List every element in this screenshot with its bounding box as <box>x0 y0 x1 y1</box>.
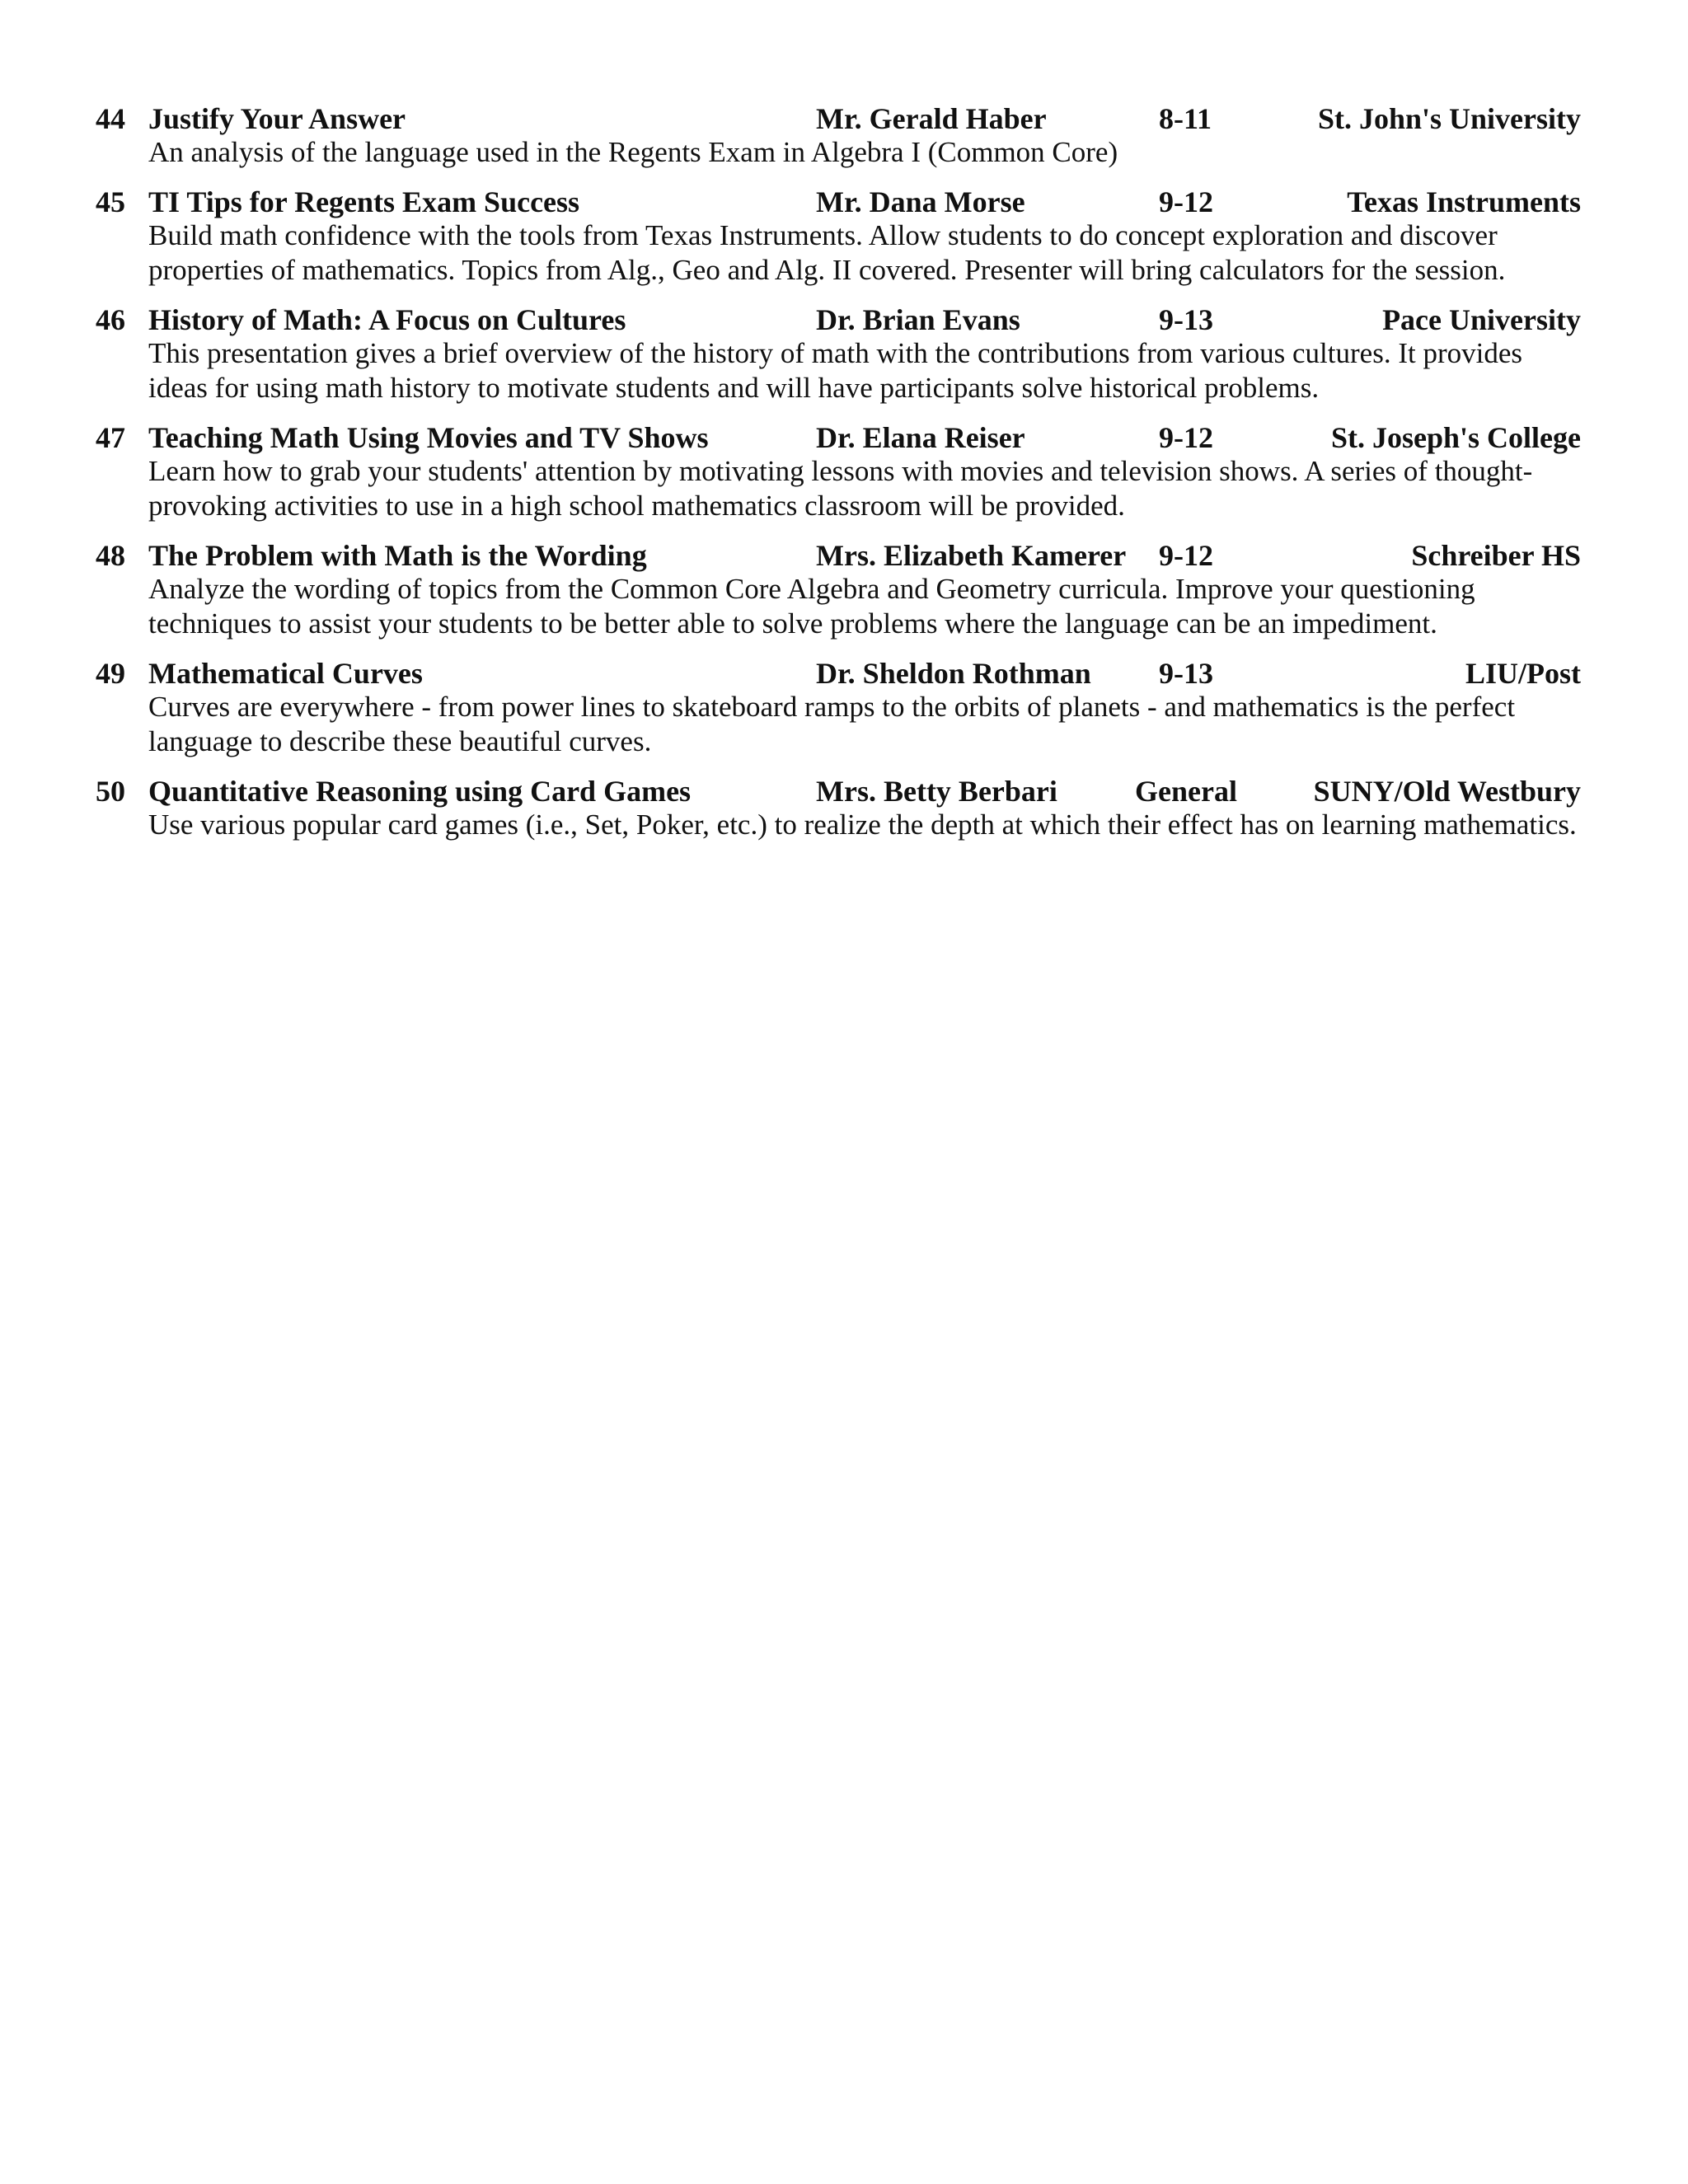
session-presenter: Mrs. Betty Berbari <box>816 775 1057 808</box>
session-description: An analysis of the language used in the Regents Exam in Algebra I (Common Core) <box>148 136 1118 168</box>
session-description: Use various popular card games (i.e., Set, Poker, etc.) to realize the depth at which their effect has on learning mathematics. <box>148 808 1577 841</box>
session-number: 48 <box>96 539 125 572</box>
session-grades: 9-13 <box>1159 657 1213 690</box>
session-header <box>0 302 1688 338</box>
session-presenter: Mr. Dana Morse <box>816 185 1025 218</box>
session-presenter: Mr. Gerald Haber <box>816 102 1047 135</box>
session-organization: SUNY/Old Westbury <box>1313 775 1581 808</box>
session-organization: Texas Instruments <box>1347 185 1581 218</box>
session-presenter: Dr. Brian Evans <box>816 303 1020 336</box>
session-number: 44 <box>96 102 125 135</box>
session-number: 47 <box>96 421 125 454</box>
session-title: Justify Your Answer <box>148 102 406 135</box>
session-title: Mathematical Curves <box>148 657 423 690</box>
session-grades: 9-13 <box>1159 303 1213 336</box>
session-presenter: Dr. Sheldon Rothman <box>816 657 1091 690</box>
session-number: 46 <box>96 303 125 336</box>
session-title: The Problem with Math is the Wording <box>148 539 647 572</box>
session-organization: Schreiber HS <box>1411 539 1581 572</box>
session-title: History of Math: A Focus on Cultures <box>148 303 626 336</box>
session-organization: Pace University <box>1382 303 1581 336</box>
session-organization: St. Joseph's College <box>1330 421 1581 454</box>
session-header <box>0 101 1688 137</box>
session-organization: St. John's University <box>1317 102 1581 135</box>
session-title: Teaching Math Using Movies and TV Shows <box>148 421 709 454</box>
session-number: 45 <box>96 185 125 218</box>
session-presenter: Mrs. Elizabeth Kamerer <box>816 539 1127 572</box>
session-title: Quantitative Reasoning using Card Games <box>148 775 692 808</box>
session-description: Build math confidence with the tools from Texas Instruments. Allow students to do concept exploration and discover properties of mathematics. Topics from Alg., Geo and Alg. II covered. Presenter will bring calculators for the session. <box>148 219 1506 286</box>
session-description: Curves are everywhere - from power lines to skateboard ramps to the orbits of planets - and mathematics is the perfect language to describe these beautiful curves. <box>148 691 1516 757</box>
session-title: TI Tips for Regents Exam Success <box>148 185 580 218</box>
session-header <box>0 773 1688 809</box>
session-header <box>0 655 1688 691</box>
session-presenter: Dr. Elana Reiser <box>816 421 1025 454</box>
session-grades: 9-12 <box>1159 539 1213 572</box>
session-header <box>0 537 1688 574</box>
session-organization: LIU/Post <box>1465 657 1581 690</box>
session-number: 50 <box>96 775 125 808</box>
session-header <box>0 419 1688 456</box>
session-description: Analyze the wording of topics from the Common Core Algebra and Geometry curricula. Improve your questioning techniques to assist your students to be better able to solve problems where the language can be an impediment. <box>148 573 1475 640</box>
session-number: 49 <box>96 657 125 690</box>
session-description: Learn how to grab your students' attention by motivating lessons with movies and television shows. A series of thought-provoking activities to use in a high school mathematics classroom will be provided. <box>148 455 1533 522</box>
session-grades: General <box>1135 775 1237 808</box>
session-header <box>0 184 1688 220</box>
session-grades: 9-12 <box>1159 421 1213 454</box>
session-grades: 8-11 <box>1159 102 1212 135</box>
session-grades: 9-12 <box>1159 185 1213 218</box>
session-description: This presentation gives a brief overview of the history of math with the contributions from various cultures. It provides ideas for using math history to motivate students and will have participants solve historical problems. <box>148 337 1522 404</box>
